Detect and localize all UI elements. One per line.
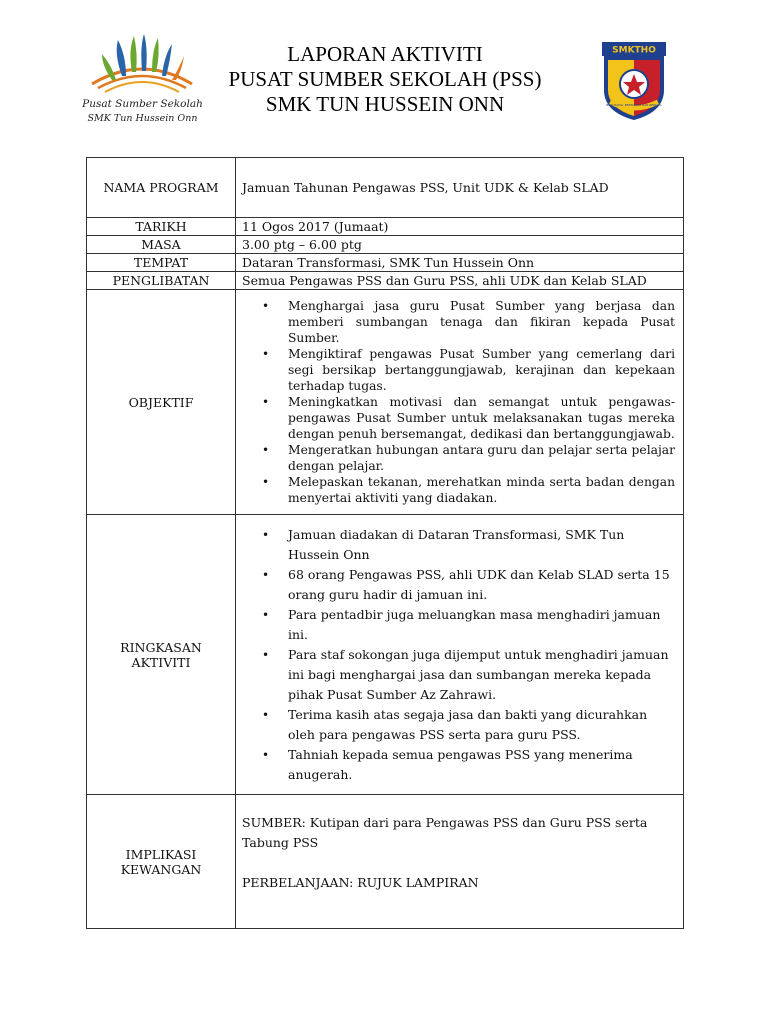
value-masa: 3.00 ptg – 6.00 ptg (236, 236, 684, 254)
label-tempat: TEMPAT (87, 254, 236, 272)
row-tempat (87, 254, 684, 272)
bullet-icon: • (262, 707, 270, 722)
list-item: • Para staf sokongan juga dijemput untuk menghadiri jamuan ini bagi menghargai jasa dan sumbangan mereka kepada pihak Pusat Sumber Az Zahrawi. (262, 646, 669, 702)
crest-motto: BERUSAHA, BERTAKWA DAN BERJAYA (606, 103, 662, 107)
list-item: • Meningkatkan motivasi dan semangat untuk pengawas-pengawas Pusat Sumber untuk melaksanakan tugas mereka dengan penuh bersemangat, dedikasi dan bertanggungjawab. (262, 395, 675, 441)
list-item: • Jamuan diadakan di Dataran Transformasi, SMK Tun Hussein Onn (262, 526, 625, 562)
report-table (86, 157, 684, 929)
row-objektif (87, 290, 684, 515)
title-line-2: PUSAT SUMBER SEKOLAH (PSS) (228, 67, 542, 91)
crest-banner-text: SMKTHO (612, 45, 656, 56)
school-crest (598, 40, 670, 122)
title-line-3: SMK TUN HUSSEIN ONN (265, 92, 505, 116)
bullet-icon: • (262, 475, 270, 489)
school-crest-icon (598, 40, 670, 122)
value-penglibatan: Semua Pengawas PSS dan Guru PSS, ahli UDK dan Kelab SLAD (236, 272, 684, 290)
kewangan-sumber: SUMBER: Kutipan dari para Pengawas PSS dan Guru PSS serta Tabung PSS (242, 815, 648, 850)
bullet-icon: • (262, 299, 270, 313)
pss-logo-icon (80, 32, 205, 98)
label-tarikh: TARIKH (87, 218, 236, 236)
label-masa: MASA (87, 236, 236, 254)
list-item: • Tahniah kepada semua pengawas PSS yang menerima anugerah. (262, 746, 633, 782)
title-line-1: LAPORAN AKTIVITI (287, 42, 483, 66)
objektif-list (242, 298, 677, 506)
ringkasan-list (242, 525, 677, 785)
value-implikasi-kewangan (236, 795, 684, 929)
list-item: • Melepaskan tekanan, merehatkan minda serta badan dengan menyertai aktiviti yang diadakan. (262, 475, 675, 505)
list-item: • Para pentadbir juga meluangkan masa menghadiri jamuan ini. (262, 606, 661, 642)
value-tarikh: 11 Ogos 2017 (Jumaat) (236, 218, 684, 236)
value-ringkasan-aktiviti (236, 515, 684, 795)
label-nama-program: NAMA PROGRAM (87, 158, 236, 218)
value-tempat: Dataran Transformasi, SMK Tun Hussein Onn (236, 254, 684, 272)
kewangan-perbelanjaan: PERBELANJAAN: RUJUK LAMPIRAN (242, 875, 479, 890)
bullet-icon: • (262, 395, 270, 409)
list-item: • Menghargai jasa guru Pusat Sumber yang berjasa dan memberi sumbangan tenaga dan fikiran kepada Pusat Sumber. (262, 299, 675, 345)
row-penglibatan (87, 272, 684, 290)
bullet-icon: • (262, 527, 270, 542)
bullet-icon: • (262, 347, 270, 361)
list-item: • Mengeratkan hubungan antara guru dan pelajar serta pelajar dengan pelajar. (262, 443, 675, 473)
list-item: • 68 orang Pengawas PSS, ahli UDK dan Kelab SLAD serta 15 orang guru hadir di jamuan ini. (262, 566, 670, 602)
report-header (0, 0, 768, 150)
value-nama-program: Jamuan Tahunan Pengawas PSS, Unit UDK & Kelab SLAD (236, 158, 684, 218)
pss-logo (80, 32, 205, 127)
label-penglibatan: PENGLIBATAN (87, 272, 236, 290)
list-item: • Terima kasih atas segaja jasa dan bakti yang dicurahkan oleh para pengawas PSS serta para guru PSS. (262, 706, 648, 742)
list-item: • Mengiktiraf pengawas Pusat Sumber yang cemerlang dari segi bersikap bertanggungjawab, kerajinan dan kepekaan terhadap tugas. (262, 347, 675, 393)
row-masa (87, 236, 684, 254)
report-title (220, 42, 550, 117)
label-implikasi-kewangan: IMPLIKASI KEWANGAN (87, 795, 236, 929)
bullet-icon: • (262, 607, 270, 622)
row-ringkasan-aktiviti (87, 515, 684, 795)
label-objektif: OBJEKTIF (87, 290, 236, 515)
row-nama-program (87, 158, 684, 218)
value-objektif (236, 290, 684, 515)
label-ringkasan-aktiviti: RINGKASAN AKTIVITI (87, 515, 236, 795)
bullet-icon: • (262, 567, 270, 582)
row-implikasi-kewangan (87, 795, 684, 929)
bullet-icon: • (262, 443, 270, 457)
bullet-icon: • (262, 647, 270, 662)
pss-logo-caption-line2: SMK Tun Hussein Onn (87, 113, 198, 124)
row-tarikh (87, 218, 684, 236)
bullet-icon: • (262, 747, 270, 762)
pss-logo-caption-line1: Pusat Sumber Sekolah (82, 98, 203, 110)
